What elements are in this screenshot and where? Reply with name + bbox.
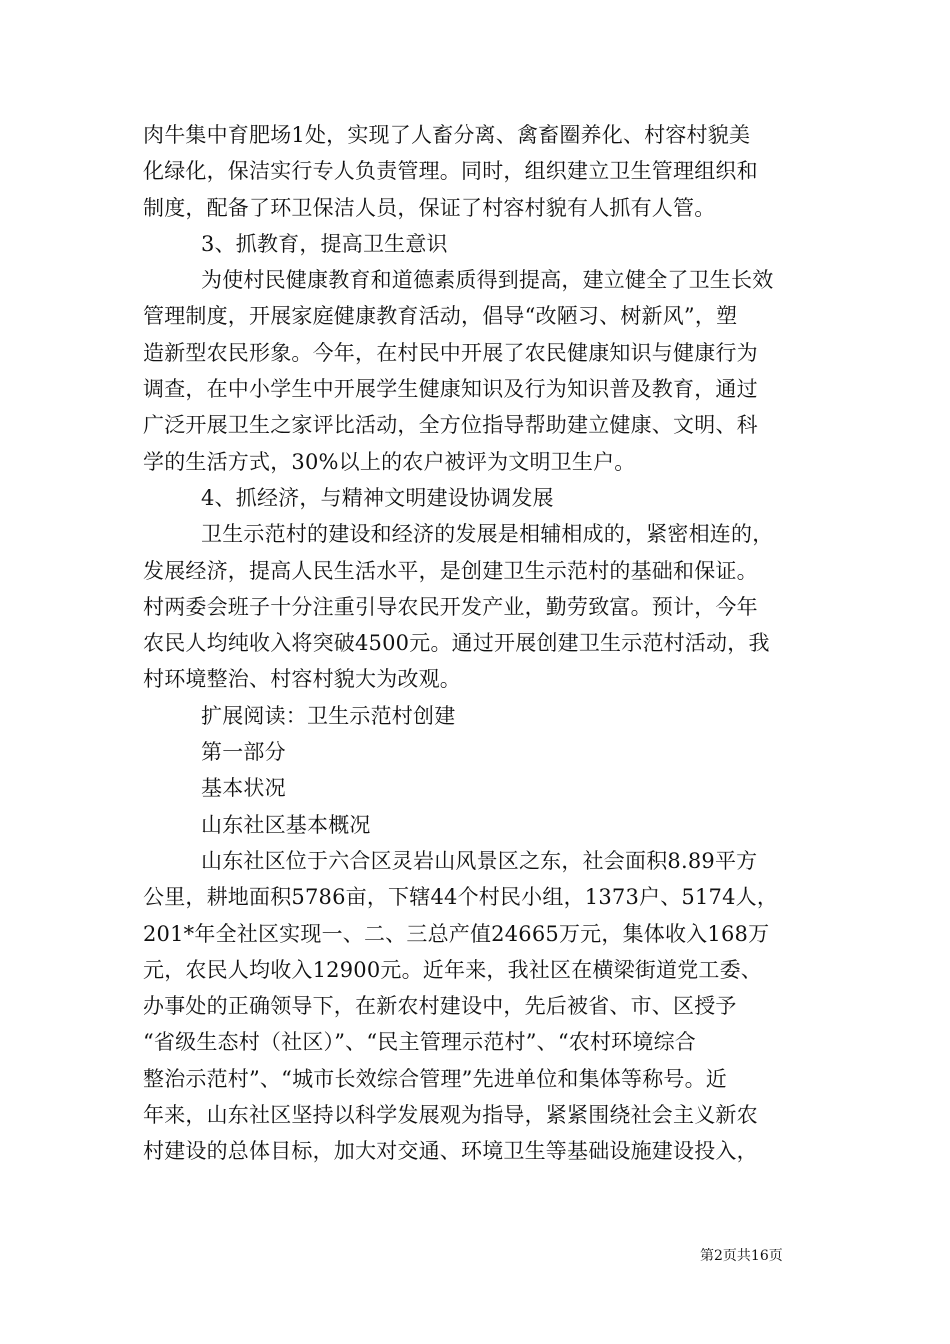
text-line: 农民人均纯收入将突破4500元。通过开展创建卫生示范村活动，我 bbox=[143, 631, 770, 656]
text-line: 山东社区位于六合区灵岩山风景区之东，社会面积8.89平方 bbox=[201, 848, 758, 873]
text-line: 办事处的正确领导下，在新农村建设中，先后被省、市、区授予 bbox=[143, 994, 737, 1019]
text-line: 村两委会班子十分注重引导农民开发产业，勤劳致富。预计，今年 bbox=[143, 594, 758, 619]
text-line: 4、抓经济，与精神文明建设协调发展 bbox=[201, 485, 554, 510]
text-line: 管理制度，开展家庭健康教育活动，倡导“改陋习、树新风”，塑 bbox=[143, 304, 738, 329]
text-line: 村环境整治、村容村貌大为改观。 bbox=[143, 667, 461, 692]
text-line: 肉牛集中育肥场1处，实现了人畜分离、禽畜圈养化、村容村貌美 bbox=[143, 123, 751, 147]
text-line: 调查，在中小学生中开展学生健康知识及行为知识普及教育，通过 bbox=[143, 377, 758, 402]
text-line: 年来，山东社区坚持以科学发展观为指导，紧紧围绕社会主义新农 bbox=[143, 1103, 758, 1128]
text-line: 学的生活方式，30%以上的农户被评为文明卫生户。 bbox=[143, 449, 636, 474]
text-line: 村建设的总体目标，加大对交通、环境卫生等基础设施建设投入， bbox=[143, 1139, 758, 1164]
text-line: 化绿化，保洁实行专人负责管理。同时，组织建立卫生管理组织和 bbox=[143, 159, 758, 184]
text-line: 公里，耕地面积5786亩，下辖44个村民小组，1373户、5174人， bbox=[143, 885, 779, 910]
text-line: 山东社区基本概况 bbox=[201, 812, 371, 837]
text-line: “省级生态村（社区）”、“民主管理示范村”、“农村环境综合 bbox=[143, 1030, 696, 1055]
text-line: 整治示范村”、“城市长效综合管理”先进单位和集体等称号。近 bbox=[143, 1066, 728, 1091]
document-body bbox=[143, 117, 813, 1170]
text-line: 元，农民人均收入12900元。近年来，我社区在横梁街道党工委、 bbox=[143, 957, 763, 982]
text-line: 201*年全社区实现一、二、三总产值24665万元，集体收入168万 bbox=[143, 921, 770, 946]
page-number-footer: 第2页共16页 bbox=[700, 1248, 783, 1264]
text-line: 卫生示范村的建设和经济的发展是相辅相成的，紧密相连的， bbox=[201, 522, 774, 547]
text-line: 造新型农民形象。今年，在村民中开展了农民健康知识与健康行为 bbox=[143, 340, 758, 365]
text-line: 制度，配备了环卫保洁人员，保证了村容村貌有人抓有人管。 bbox=[143, 195, 716, 220]
text-line: 3、抓教育，提高卫生意识 bbox=[201, 231, 448, 256]
text-line: 第一部分 bbox=[201, 740, 286, 765]
text-line: 基本状况 bbox=[201, 776, 286, 801]
text-line: 为使村民健康教育和道德素质得到提高，建立健全了卫生长效 bbox=[201, 268, 774, 293]
text-line: 扩展阅读：卫生示范村创建 bbox=[201, 703, 456, 728]
text-line: 广泛开展卫生之家评比活动，全方位指导帮助建立健康、文明、科 bbox=[143, 413, 758, 438]
text-line: 发展经济，提高人民生活水平，是创建卫生示范村的基础和保证。 bbox=[143, 558, 758, 583]
